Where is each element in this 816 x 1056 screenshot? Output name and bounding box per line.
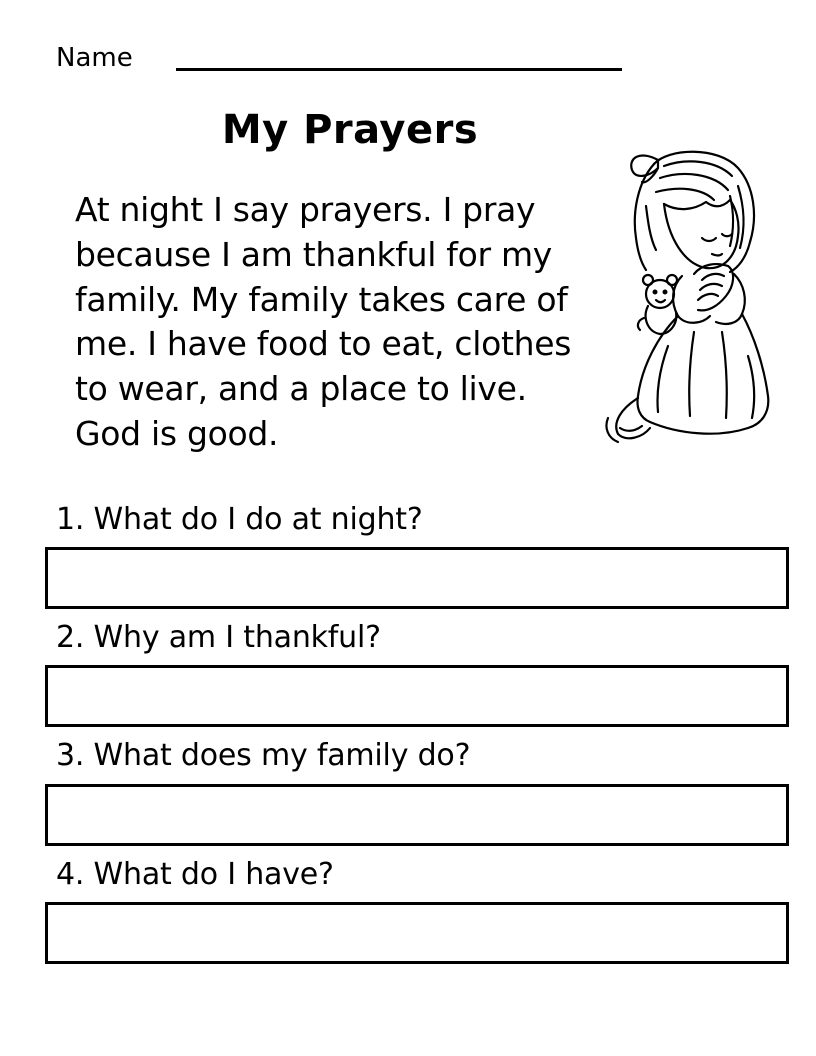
passage-line: because I am thankful for my [75, 234, 553, 274]
name-input-line[interactable] [176, 68, 622, 71]
question-3: 3. What does my family do? [56, 738, 471, 773]
answer-box-3[interactable] [45, 784, 789, 846]
question-4: 4. What do I have? [56, 857, 334, 892]
praying-girl-icon [598, 146, 774, 450]
passage-line: God is good. [75, 413, 279, 453]
passage-line: family. My family takes care of [75, 279, 568, 319]
answer-box-4[interactable] [45, 902, 789, 964]
passage-line: me. I have food to eat, clothes [75, 324, 572, 364]
answer-box-2[interactable] [45, 665, 789, 727]
name-label: Name [56, 43, 133, 73]
question-2: 2. Why am I thankful? [56, 620, 381, 655]
passage-line: to wear, and a place to live. [75, 369, 527, 409]
answer-box-1[interactable] [45, 547, 789, 609]
name-row [56, 40, 626, 76]
reading-passage [75, 188, 635, 457]
worksheet-title: My Prayers [221, 107, 479, 153]
passage-line: At night I say prayers. I pray [75, 190, 536, 229]
question-1: 1. What do I do at night? [56, 502, 423, 537]
